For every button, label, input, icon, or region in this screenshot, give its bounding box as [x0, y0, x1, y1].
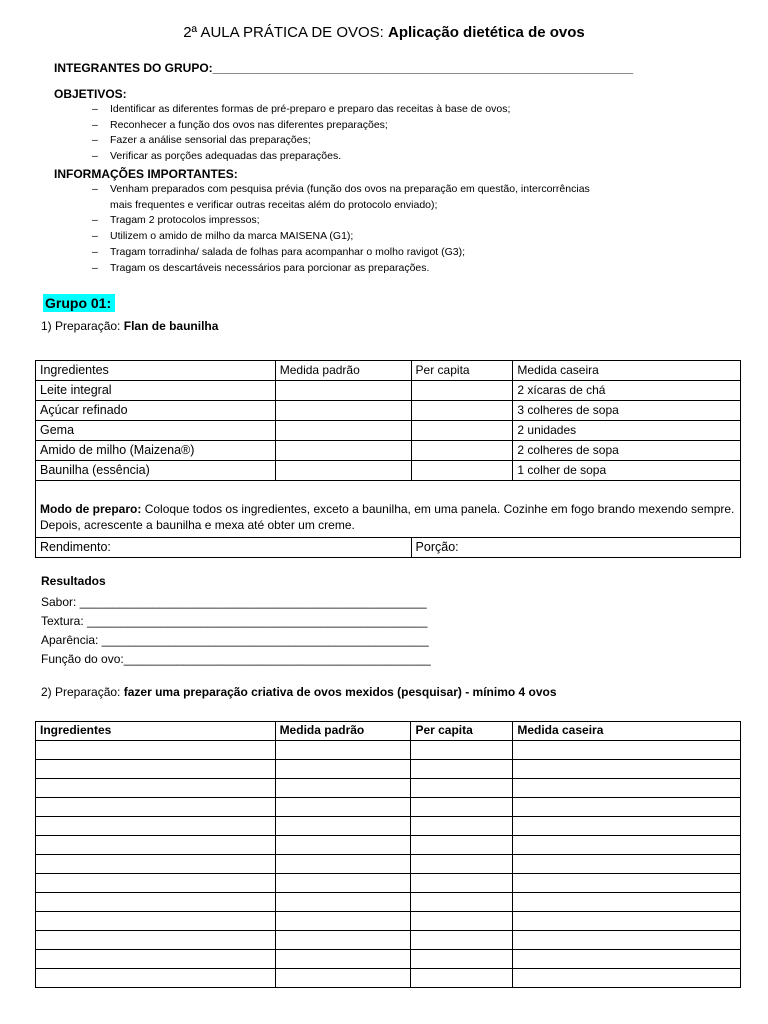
- table-header-row: [36, 361, 741, 381]
- table-cell: [513, 950, 741, 969]
- list-item: – Fazer a análise sensorial das preparações;: [92, 133, 692, 149]
- porcao-cell: Porção:: [411, 538, 740, 558]
- table-cell: [275, 893, 411, 912]
- header-cell: Ingredientes: [36, 722, 276, 741]
- table-cell: [411, 931, 513, 950]
- table-cell: [513, 912, 741, 931]
- list-item: – Utilizem o amido de milho da marca MAISENA (G1);: [92, 229, 692, 245]
- table-row: [36, 969, 741, 988]
- table-cell: [411, 836, 513, 855]
- modo-label: Modo de preparo:: [40, 502, 142, 516]
- list-item: – Tragam 2 protocolos impressos;: [92, 213, 692, 229]
- table-cell: [275, 950, 411, 969]
- table-cell: Amido de milho (Maizena®): [36, 441, 276, 461]
- rendimento-row: [36, 538, 741, 558]
- prep2-prefix: 2) Preparação:: [41, 685, 121, 699]
- informacoes-list: [92, 182, 692, 276]
- table-cell: Baunilha (essência): [36, 461, 276, 481]
- modo-text: Coloque todos os ingredientes, exceto a baunilha, em uma panela. Cozinhe em fogo brando mexendo sempre. Depois, acrescente a baunilha e mexa até obter um creme.: [40, 502, 735, 532]
- list-item: – Reconhecer a função dos ovos nas diferentes preparações;: [92, 118, 692, 134]
- table-cell: [36, 741, 276, 760]
- table-row: [36, 950, 741, 969]
- table-cell: [411, 893, 513, 912]
- table-cell: [36, 969, 276, 988]
- resultados-label: Resultados: [41, 574, 106, 588]
- table-cell: [513, 741, 741, 760]
- prep1-prefix: 1) Preparação:: [41, 319, 121, 333]
- header-cell: Medida padrão: [275, 722, 411, 741]
- resultado-aparencia: Aparência: _________________________________________________: [41, 633, 429, 647]
- header-cell: Medida caseira: [513, 722, 741, 741]
- prep2-name: fazer uma preparação criativa de ovos mexidos (pesquisar) - mínimo 4 ovos: [123, 685, 557, 699]
- prep1-heading: [41, 319, 218, 333]
- list-item: – Tragam torradinha/ salada de folhas para acompanhar o molho ravigot (G3);: [92, 245, 692, 261]
- list-item-continuation: mais frequentes e verificar outras receitas além do protocolo enviado);: [110, 198, 438, 211]
- table-cell: [513, 836, 741, 855]
- table-cell: [513, 931, 741, 950]
- page-title: [0, 24, 768, 41]
- table-cell: [411, 461, 513, 481]
- table-cell: [36, 760, 276, 779]
- table-cell: [275, 931, 411, 950]
- table-cell: [513, 760, 741, 779]
- recipe-table-1: [35, 360, 741, 558]
- integrantes-line: INTEGRANTES DO GRUPO:_______________________________________________________________: [54, 61, 634, 75]
- table-header-row: [36, 722, 741, 741]
- table-cell: [36, 855, 276, 874]
- table-row: [36, 855, 741, 874]
- table-cell: [275, 912, 411, 931]
- table-row: [36, 836, 741, 855]
- list-item: – Verificar as porções adequadas das preparações.: [92, 149, 692, 165]
- table-row: [36, 760, 741, 779]
- header-cell: Per capita: [411, 722, 513, 741]
- table-row: [36, 817, 741, 836]
- table-cell: [513, 817, 741, 836]
- list-item: – Venham preparados com pesquisa prévia (função dos ovos na preparação em questão, intercorrências mais frequentes e verificar outras receitas além do protocolo enviado);: [92, 182, 692, 213]
- header-cell: Medida caseira: [513, 361, 741, 381]
- table-cell: [411, 760, 513, 779]
- table-cell: [36, 912, 276, 931]
- table-cell: [411, 855, 513, 874]
- header-cell: Ingredientes: [36, 361, 276, 381]
- table-cell: [275, 461, 411, 481]
- table-row: [36, 931, 741, 950]
- table-cell: [275, 741, 411, 760]
- table-cell: [411, 441, 513, 461]
- modo-de-preparo: [36, 481, 741, 538]
- table-cell: [36, 779, 276, 798]
- table-row: [36, 441, 741, 461]
- table-row: [36, 401, 741, 421]
- table-cell: [411, 874, 513, 893]
- table-cell: [411, 950, 513, 969]
- table-cell: [36, 931, 276, 950]
- table-row: [36, 874, 741, 893]
- recipe-table-2: [35, 721, 741, 988]
- table-cell: [411, 969, 513, 988]
- table-cell: 3 colheres de sopa: [513, 401, 741, 421]
- table-cell: 2 xícaras de chá: [513, 381, 741, 401]
- resultado-sabor: Sabor: ____________________________________________________: [41, 595, 427, 609]
- table-cell: [36, 874, 276, 893]
- table-cell: [513, 855, 741, 874]
- resultado-textura: Textura: ___________________________________________________: [41, 614, 428, 628]
- table-cell: [275, 969, 411, 988]
- table-row: [36, 461, 741, 481]
- table-row: [36, 893, 741, 912]
- header-cell: Per capita: [411, 361, 513, 381]
- table-cell: [513, 874, 741, 893]
- table-cell: [36, 798, 276, 817]
- header-cell: Medida padrão: [275, 361, 411, 381]
- table-cell: [411, 912, 513, 931]
- prep2-heading: [41, 685, 557, 699]
- list-item: – Tragam os descartáveis necessários para porcionar as preparações.: [92, 261, 692, 277]
- table-row: [36, 741, 741, 760]
- table-cell: [275, 817, 411, 836]
- table-cell: [411, 817, 513, 836]
- table-cell: [36, 836, 276, 855]
- table-cell: [275, 401, 411, 421]
- list-item: – Identificar as diferentes formas de pré-preparo e preparo das receitas à base de ovos;: [92, 102, 692, 118]
- table-row: [36, 381, 741, 401]
- table-cell: [275, 855, 411, 874]
- objetivos-label: OBJETIVOS:: [54, 87, 127, 101]
- table-cell: [275, 381, 411, 401]
- table-row: [36, 912, 741, 931]
- table-cell: [411, 741, 513, 760]
- table-cell: [275, 874, 411, 893]
- modo-row: [36, 481, 741, 538]
- grupo-label: Grupo 01:: [43, 294, 115, 312]
- table-cell: 1 colher de sopa: [513, 461, 741, 481]
- resultados-lines: [41, 593, 431, 669]
- table-cell: [513, 969, 741, 988]
- table-cell: [411, 779, 513, 798]
- table-cell: 2 unidades: [513, 421, 741, 441]
- table-cell: [275, 779, 411, 798]
- table-cell: [36, 817, 276, 836]
- table-cell: [275, 836, 411, 855]
- table-row: [36, 779, 741, 798]
- table-cell: Açúcar refinado: [36, 401, 276, 421]
- table-cell: [36, 950, 276, 969]
- rendimento-cell: Rendimento:: [36, 538, 412, 558]
- table-cell: [411, 421, 513, 441]
- objetivos-list: [92, 102, 692, 165]
- resultado-funcao: Função do ovo:______________________________________________: [41, 652, 431, 666]
- title-bold: Aplicação dietética de ovos: [388, 24, 585, 41]
- table-cell: [275, 798, 411, 817]
- informacoes-label: INFORMAÇÕES IMPORTANTES:: [54, 167, 238, 181]
- table-cell: [513, 779, 741, 798]
- table-cell: [513, 893, 741, 912]
- table-cell: Leite integral: [36, 381, 276, 401]
- table-cell: [275, 421, 411, 441]
- table-cell: [411, 798, 513, 817]
- table-cell: [513, 798, 741, 817]
- table-row: [36, 421, 741, 441]
- table-cell: [411, 401, 513, 421]
- title-plain: 2ª AULA PRÁTICA DE OVOS:: [183, 24, 384, 41]
- prep1-name: Flan de baunilha: [123, 319, 219, 333]
- table-cell: [275, 760, 411, 779]
- table-row: [36, 798, 741, 817]
- table-cell: Gema: [36, 421, 276, 441]
- table-cell: 2 colheres de sopa: [513, 441, 741, 461]
- table-cell: [275, 441, 411, 461]
- table-cell: [36, 893, 276, 912]
- table-cell: [411, 381, 513, 401]
